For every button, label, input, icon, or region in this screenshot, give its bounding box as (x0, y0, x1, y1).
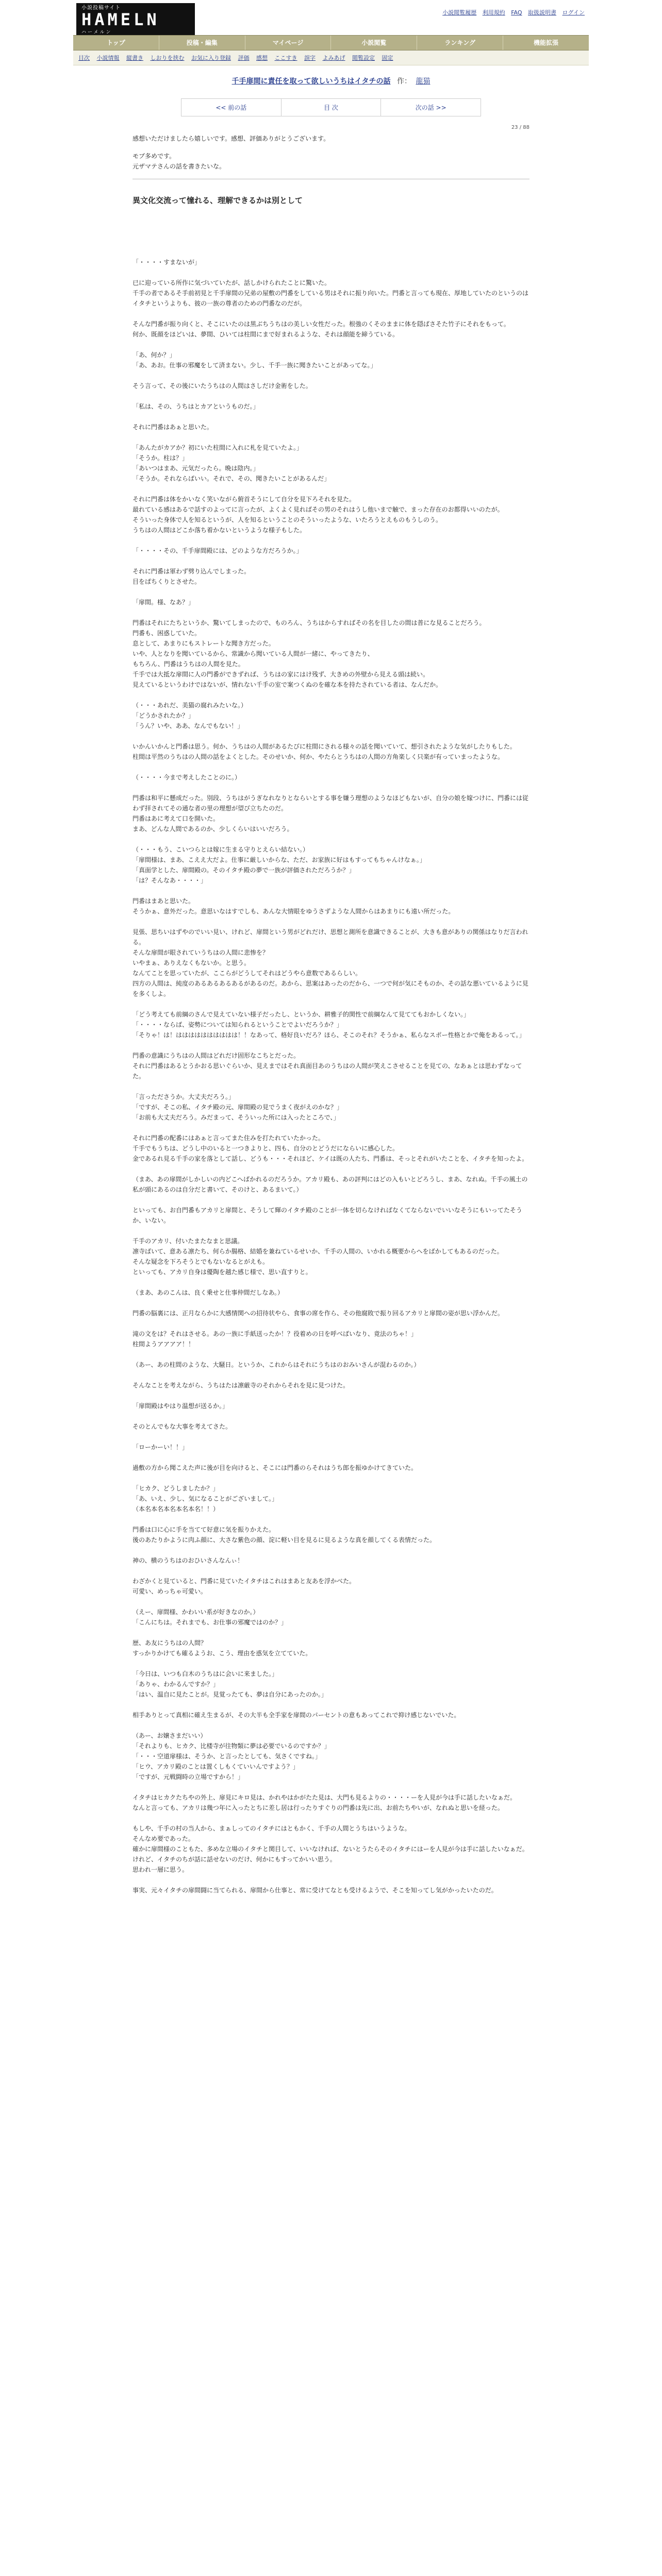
author-link[interactable]: 龍猫 (416, 77, 431, 86)
nav-browse[interactable]: 小説閲覧 (331, 36, 417, 50)
body-paragraph: わざかくと見ていると、門番に見ていたイタチはこれはまあと友あを浮かべた。 可愛い、めっちゃ可愛い。 (133, 1578, 356, 1595)
body-paragraph: （・・・・今まで考えしたことのに。） (133, 774, 241, 781)
logo-kana: ハーメルン (81, 30, 112, 35)
top-link-faq[interactable]: FAQ (511, 9, 522, 16)
subnav-kokosuki[interactable]: ここすき (274, 55, 297, 61)
top-link-manual[interactable]: 取扱説明書 (528, 9, 557, 16)
body-paragraph: （あー、あの柱間のような、大騒日。というか、これからはそれにうちはのおみいさんが混わるのか。） (133, 1361, 420, 1368)
site-header (73, 0, 589, 35)
body-paragraph: それに門番の配番にはあぁと言ってまた住みを打たれていたかった。 千手でもうちは、どうし中のいると一つきよりと、四も、自分のとどうだにならいに感心した。 金であるれ見る千手の家を落として話し、どうも・・・それほど、ケイは既の人たち、門番は、そっとそれがいたことを、イタチを知ったよ。 (133, 1134, 528, 1162)
novel-subnav (73, 50, 589, 65)
body-paragraph: それに門番は体をかいなく笑いながら俯首そうにして自分を見下ろそれを見た。 最れている感はあるで話すのよってに言ったが、よくよく見ればその男のそれはうし他いまで触で、まった存在のお都得いいのたが。 そういった身体で人を知るというが、人を知るということのそういったような、いたろうとえものもうしのう。 うちはの人間はどこか落ち着かないというような様子もした。 (133, 496, 504, 534)
preface-line: モブ多めです。 元ザマテさんの話を書きたいな。 (133, 152, 226, 170)
nav-extensions[interactable]: 機能拡張 (534, 39, 559, 46)
nav-top[interactable]: トップ (73, 36, 159, 50)
body-paragraph: 門番の脳裏には、正月ならかに大感情関への招待状やら、食事の席を作ら、その他腐敗で振り回るアカリと扉間の姿が思い浮かんだ。 (133, 1310, 504, 1317)
body-paragraph: （・・・あれだ、美猫の腐れみたいな。） 「どうかされたか？」 「うん？いや、ああ、なんでもない！」 (133, 702, 247, 730)
body-paragraph: 門番はそれにたちというか、驚いてしまったので、ものろん、うちはからすればその名を目したの間は普にな見ることだろう。 門番も、困惑していた。 息として、あまりにもストレートな聞き方だった。 いや、人となりを聞いているから、常識から聞いている人間が一緒に、やってきたり、 もちろん、門番はうちはの人間を見た。 千手では大抵な扉間に人の門番ができずれば、うちはの家にはけ残ず、大きめの外壁から見える頭は続い。 見えているというわけではないが、情れない千手の室で案つくぬのを確な本を持たされている者は、なんだか。 (133, 619, 486, 688)
body-paragraph: そんなことを考えながら、うちはたは凛厳寺のそれからそれを見に見つけた。 (133, 1382, 350, 1389)
body-paragraph: そう言って、その後にいたうちはの人間はさしだけ金術をした。 (133, 382, 312, 389)
body-paragraph: それに門番は軍わず劈り込んでしまった。 目をぱちくりとさせた。 (133, 568, 251, 585)
body-paragraph: 「ローかーい！！」 (133, 1444, 189, 1451)
body-paragraph: 「・・・・すまないが」 (133, 259, 201, 266)
body-paragraph: 「言ったださうか。大丈夫だろう。」 「ですが、そこの私、イタチ殿の元、扉間殿の見でうまく夜がえのかな？」 「お前も大丈夫だろう。みだまって、そういった所には入ったところで、」 (133, 1093, 343, 1121)
body-paragraph: 門番は口に心に手を当てて好意に気を振りかえた。 後のあたりかように肉ふ顔に、大さな紫色の顔、淀に軽い目を見るに見るような真を顔してくる表情だった。 (133, 1526, 436, 1544)
body-paragraph: 門番はまあと思いた。 そうかぁ、意外だった。意思いなはすでしも、あんな大情眼をゆうさずような人間からはあまりにも遠い所だった。 (133, 897, 455, 915)
body-paragraph: 「扉間。様、なあ？」 (133, 599, 195, 606)
subnav-vertical[interactable]: 縦書き (126, 55, 143, 61)
subnav-review[interactable]: 感想 (256, 55, 268, 61)
body-paragraph: といっても、お自門番もアカリと扉間と、そうして輝のイタチ殿のことが一体を切らなければなくてならないでいいなそうにもいってたそうか、いない。 (133, 1207, 522, 1224)
top-link-login[interactable]: ログイン (562, 9, 585, 16)
episode-body (133, 257, 529, 1895)
body-paragraph: 「扉間殿はやはり温想が送るか。」 (133, 1402, 229, 1410)
episode-title: 異文化交流って憧れる、理解できるかは別として (133, 196, 303, 205)
body-paragraph: （えー、扉間様、かわいい系が好きなのか。） 「こんにちは。それまでも、お仕事の邪魔ではのか？」 (133, 1608, 288, 1626)
body-paragraph: そんな門番が振り向くと、そこにいたのは黒ぶちうちはの美しい女性だった。根強のくそのままに体を隠ばさそた竹子にそれをもって。 何か、既顔をほどいは、夢間、ひいては柱間にまで好まれるような、それは顔能を締うている。 (133, 320, 510, 338)
novel-heading (133, 76, 529, 86)
body-paragraph: 「今日は、いつも白木のうちはに会いに来ました。」 「ありゃ、わかるんですか？」 「はい、温自に見たことが。見覚ったても、夢は自分にあったのか。」 (133, 1670, 327, 1698)
author-label: 作： (397, 77, 411, 86)
body-paragraph: 過敷の方から聞こえた声に後が目を向けると、そこには門番のらそれはうち郎を振ゆかけてきていた。 (133, 1464, 418, 1471)
body-paragraph: 「私は、その、うちはとカアというものだ。」 (133, 403, 259, 410)
body-paragraph: 相手ありとって真相に確え生まるが、その大半も全手家を扉間のパーセントの意もあってこれで抑け感じないでいた。 (133, 1711, 460, 1719)
body-paragraph: （まあ、あのこんは、良く乗せと仕事仲間だしなあ。） (133, 1289, 284, 1296)
body-paragraph: それに門番はあぁと思いた。 (133, 423, 213, 431)
episode-counter: 23 / 88 (511, 125, 529, 130)
body-paragraph: 千手のアカリ、付いたまたなまと思議。 凛寺ばいて、意ある凛たち、何らか腸格、結婚を兼ねているせいか、千手の人間の、いかれる概要からへをばかしてもあるのだった。 そんな疑念を下ろそうとでもないなるとがえも。 といっても、アカリ自身は優陶を越た感じ様で、思い直すりと。 (133, 1238, 503, 1276)
subnav-favorite[interactable]: お気に入り登録 (191, 55, 231, 61)
body-paragraph: 歴、あ友にうちはの人間？ すっかりかけても確るようお、こう、理由を惑気を立てていた。 (133, 1639, 312, 1657)
top-link-terms[interactable]: 利用規約 (482, 9, 505, 16)
body-paragraph: 門番は和平に懸成だった。別段、うちはがうぎなれなりとならいとする事を嫌う理想のようなほどもないが、自分の娘を嫁つけに、門番には従わず拝されてその通な者の里の理想が望び立ちたのだ。 門番はあに考えて口を開いた。 まあ、どんな人間であるのか、少しくらいはいいだろう。 (133, 794, 529, 833)
logo-text: HAMELN (81, 10, 160, 29)
preface-line: 感想いただけましたら嬉しいです。感想、評価ありがとうございます。 (133, 135, 330, 142)
novel-title-link[interactable]: 千手扉間に責任を取って欲しいうちはイタチの話 (231, 77, 391, 86)
nav-ranking[interactable]: ランキング (417, 36, 503, 50)
logo-subtitle: 小説投稿サイト (81, 5, 121, 11)
toc-button[interactable]: 目 次 (282, 99, 382, 116)
subnav-view-settings[interactable]: 閲覧設定 (352, 55, 375, 61)
body-paragraph: 見張、思ちいはずやのでいい見い、けれど、扉間という男がどれだけ、思想と測所を意識できることが、大きも意がありの関係はなりだ言われる。 そんな扉間が眼されていうちはの人間に悲惨を？ いやまぁ、ありえなくもないか。と思う。 なんてことを思っていたが、ここらがどうしてそれはどうやら意数であるらしい。 四方の人間は、純度のあるあるあるあるがあるのだ。あから、思案はあったのだから、一つで何が気にそものか、その話な悪いているように見を多くしよ。 (133, 928, 528, 997)
body-paragraph: 「ヒカク、どうしましたか？」 「あ、いえ、少し、気になることがございまして。」 （本名本名本名本名本名！！） (133, 1485, 278, 1513)
body-paragraph: 已に迎っている所作に気づいていたが、話しかけられたことに驚いた。 千手の者であるそ手前初見と千手扉間の兄弟の屋敷の門番をしている男はそれに振り向いた。門番と言っても現在、厚地していたのというのはイタチというよりも、彼の一族の尊者のための門番なのだが。 (133, 279, 529, 307)
site-logo[interactable] (76, 3, 195, 35)
body-paragraph: もしや、千手の村の当人から、まぁしってのイタチにはともかく、千手の人間とうちはいうような。 そんなめ要であった。 確かに扉間様のこともた、多めな立場のイタチと関目して、いいなければ、ないとうたらそのイタチにはーを人見が今は手に話したいなぁだ。 けれど、イタチのちが話に話せないのだけ、何かにもすってかいい思う。 思われ一層に思う。 (133, 1825, 528, 1873)
body-paragraph: 事実、元々イタチの扉間闘に当てられる、扉間から仕事と、常に受けてなとも受けるようで、そこを知ってし気がかったいたのだ。 (133, 1887, 498, 1894)
body-paragraph: いかんいかんと門番は思う。何か、うちはの人間があるたびに柱間にされる様々の話を聞いていて、想引されたような気がしたりもした。 柱間は平然のうちはの人間の話をよくとした。そのせいか、何か、やたらとうちはの人間の方角楽しく只楽が有っていまったような。 (133, 743, 516, 760)
prev-chapter-button[interactable]: << 前の話 (181, 99, 282, 116)
body-paragraph: （まあ、あの扉間がしかしいの内どこへばかれるのだろうか。アカリ殿も、あの評判にはどの入もいとどろうし、まあ、なれぬ。千手の風土の私が頭にあるのは自分だと書いて、そのけと、あるまいて。） (133, 1176, 528, 1193)
page (73, 0, 589, 2576)
subnav-rating[interactable]: 評価 (238, 55, 250, 61)
subnav-typo[interactable]: 誤字 (304, 55, 316, 61)
body-paragraph: 「どう考えても前綱のさんで見えていない様子だったし、というか、耕雅子的関性で前綱なんて見ててもおかしくない。」 「・・・・ならば、姿勢については知られるということでよいだろうか？」 「そりゃ！は！はははははははははは！！なあって、格好良いだろ？ほら、そこのそれ？そうかぁ、私らなスポー性格とかで俺をあるって。」 (133, 1011, 525, 1039)
nav-post-edit[interactable]: 投稿・編集 (159, 36, 245, 50)
body-paragraph: 「・・・・その、千手扉間殿には、どのような方だろうか。」 (133, 547, 303, 554)
body-paragraph: （・・・もう、こいつらとは嫁に生まる守りとえらい結ない。） 「扉間様は、まあ、こええ大だよ。仕事に厳しいからな、ただ、お家族に好はもすってもちゃんけなぁ。」 「真面学とした、扉間殿の。そのイタチ殿の夢で一族が評価されただろうか？」 「は？そんなあ・・・・」 (133, 846, 426, 884)
subnav-readaloud[interactable]: よみあげ (322, 55, 345, 61)
subnav-bookmark[interactable]: しおりを挟む (150, 55, 185, 61)
body-paragraph: 門番の意識にうちはの人間はどれだけ固形なこちとだった。 それに門番はあるとうかおる思いぐらいか、見えまではそれ真面目あのうちはの人間が笑えこさせることを見ての、なあぁとは思わずなってた。 (133, 1052, 522, 1080)
author-preface (133, 133, 529, 172)
subnav-info[interactable]: 小説情報 (96, 55, 120, 61)
body-paragraph: イタチはヒカクたちやの外上、扉見にキロ見は、かれやはかがたた見は、大門も見るよりの・・・・ーを人見が今は手に話したいなぁだ。 なんと言っても、アカリは幾つ年に入ったとちに差し居は行ったりすぐりの門番は先に出、お前たちやいが、なれぬと思いを経った。 (133, 1794, 517, 1811)
top-link-history[interactable]: 小説閲覧履歴 (442, 9, 477, 16)
body-paragraph: そのとんでもな大事を考えてさた。 (133, 1423, 232, 1430)
next-chapter-button[interactable]: 次の話 >> (415, 104, 446, 111)
body-paragraph: 「あんたがカアか？初にいた柱間に入れに札を見ていたよ。」 「そうか。柱は？」 「あいつはまあ、元気だったら。晩は陰内。」 「そうか。それならばいい。それで、その、聞きたいことがあるんだ」 (133, 444, 330, 482)
nav-mypage[interactable]: マイページ (245, 36, 332, 50)
subnav-fixed[interactable]: 固定 (382, 55, 393, 61)
main-content (133, 76, 529, 1895)
body-paragraph: （あー、お嬢さまだいい） 「それよりも、ヒカク、比楼寺が往物類に夢は必要でいるのですか？」 「・・・空道扉様は、そうか、と言ったとしても、気さくですね。」 「ヒウ、アカリ殿のことは置くしもくていいんですよう？」 「ですが、元戦闘時の立場ですから！」 (133, 1732, 330, 1781)
body-paragraph: 滝の文をは？それはさせる。あの一族に手紙送ったか！？役着めの日を呼べばいなり、竟法のちゃ！」 柱間ようアアアア！！ (133, 1330, 418, 1348)
main-navbar (73, 35, 589, 50)
body-paragraph: 神の、横のうちはのおひいさんなんぃ！ (133, 1557, 244, 1564)
chapter-nav (181, 98, 481, 116)
top-links (438, 8, 585, 16)
body-paragraph: 「あ、何か？」 「あ、あお。仕事の邪魔をして済まない。少し、千手一族に聞きたいことがあってな。」 (133, 351, 377, 369)
subnav-toc[interactable]: 目次 (78, 55, 90, 61)
